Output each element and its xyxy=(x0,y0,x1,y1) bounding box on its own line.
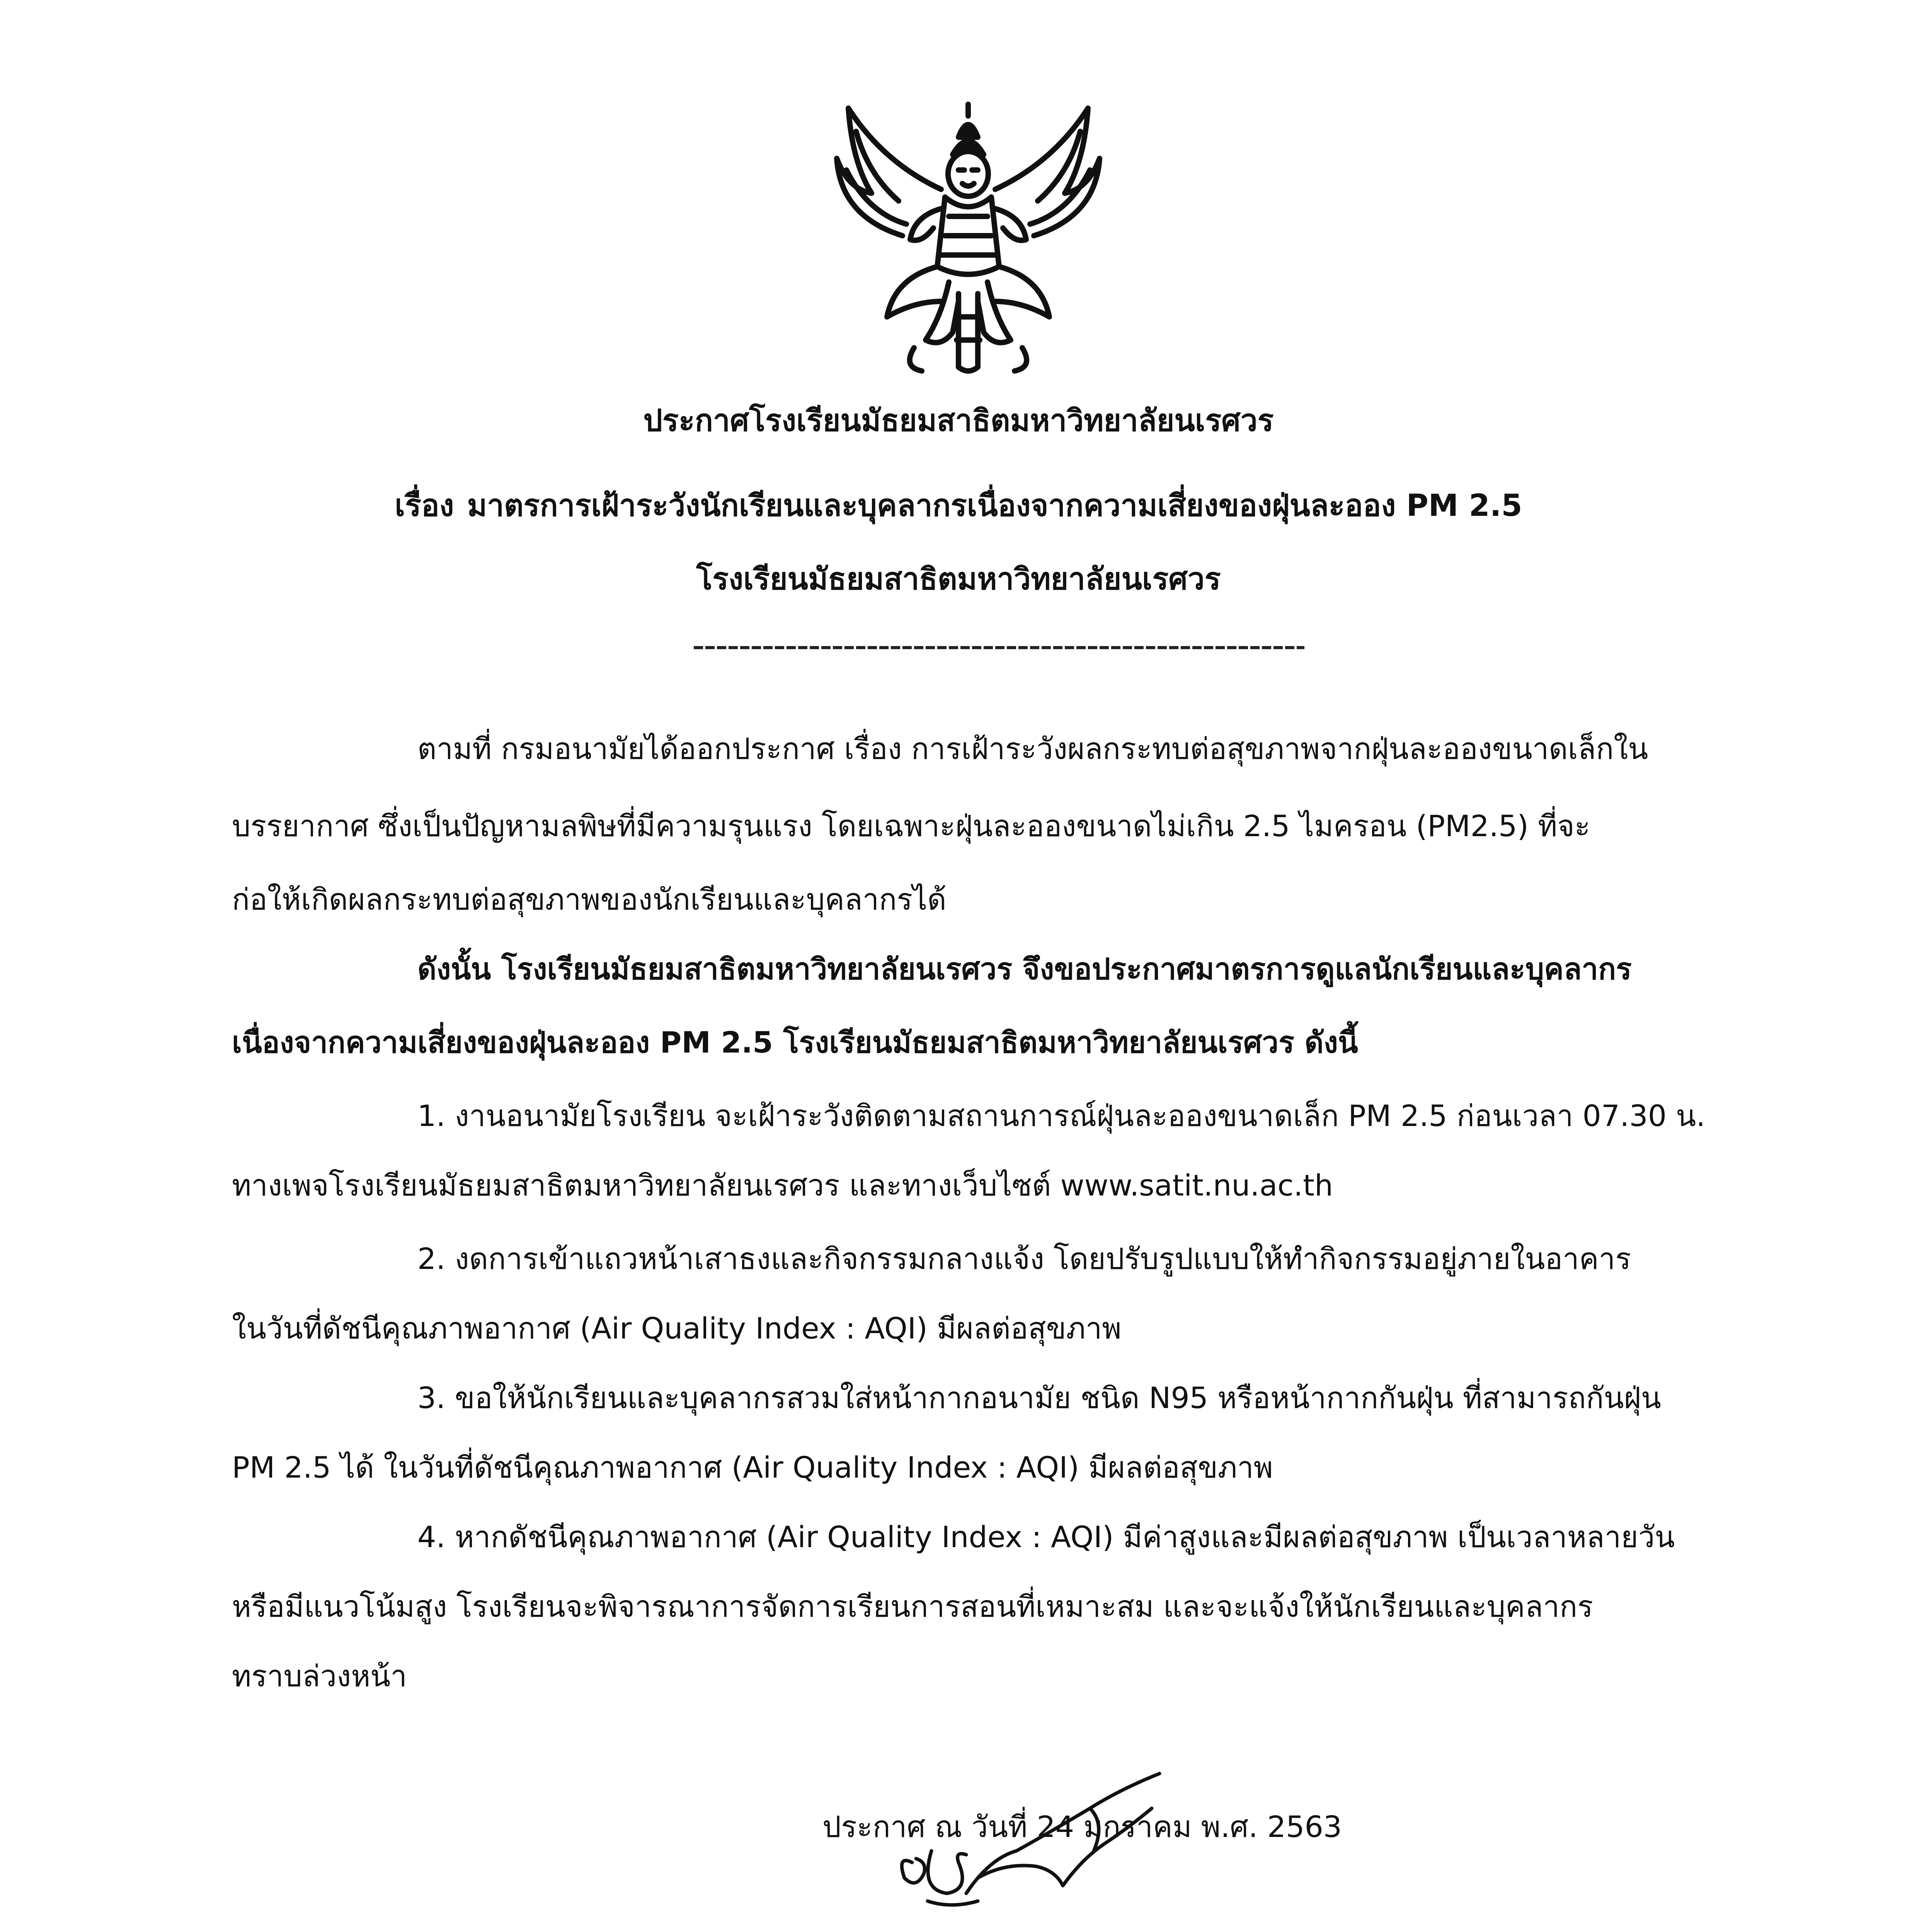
header-separator xyxy=(694,646,1304,649)
measure-1-line: ทางเพจโรงเรียนมัธยมสาธิตมหาวิทยาลัยนเรศวร และทางเว็บไซต์ www.satit.nu.ac.th xyxy=(232,1168,1333,1202)
measure-2-line: ในวันที่ดัชนีคุณภาพอากาศ (Air Quality Index : AQI) มีผลต่อสุขภาพ xyxy=(232,1311,1122,1345)
garuda-emblem-icon xyxy=(825,100,1111,379)
measure-4-line: ทราบล่วงหน้า xyxy=(232,1659,407,1693)
decision-line: ดังนั้น โรงเรียนมัธยมสาธิตมหาวิทยาลัยนเรศวร จึงขอประกาศมาตรการดูแลนักเรียนและบุคลากร xyxy=(417,952,1632,986)
subject-label: เรื่อง xyxy=(395,488,454,523)
measure-2-line: 2. งดการเข้าแถวหน้าเสาธงและกิจกรรมกลางแจ้ง โดยปรับรูปแบบให้ทำกิจกรรมอยู่ภายในอาคาร xyxy=(417,1242,1631,1276)
announcement-subject xyxy=(0,488,1917,523)
announcement-title: ประกาศโรงเรียนมัธยมสาธิตมหาวิทยาลัยนเรศวร xyxy=(643,403,1274,438)
measure-3-line: PM 2.5 ได้ ในวันที่ดัชนีคุณภาพอากาศ (Air Quality Index : AQI) มีผลต่อสุขภาพ xyxy=(232,1450,1273,1485)
announcement-date: ประกาศ ณ วันที่ 24 มกราคม พ.ศ. 2563 xyxy=(822,1810,1342,1844)
measure-4-line: หรือมีแนวโน้มสูง โรงเรียนจะพิจารณาการจัดการเรียนการสอนที่เหมาะสม และจะแจ้งให้นักเรียนและบุคลากร xyxy=(232,1589,1593,1624)
intro-line: บรรยากาศ ซึ่งเป็นปัญหามลพิษที่มีความรุนแรง โดยเฉพาะฝุ่นละอองขนาดไม่เกิน 2.5 ไมครอน (PM2.5) ที่จะ xyxy=(232,809,1590,843)
measure-3-line: 3. ขอให้นักเรียนและบุคลากรสวมใส่หน้ากากอนามัย ชนิด N95 หรือหน้ากากกันฝุ่น ที่สามารถกันฝุ่น xyxy=(417,1381,1662,1415)
announcement-organization: โรงเรียนมัธยมสาธิตมหาวิทยาลัยนเรศวร xyxy=(696,562,1221,597)
subject-text: มาตรการเฝ้าระวังนักเรียนและบุคลากรเนื่องจากความเสี่ยงของฝุ่นละออง PM 2.5 xyxy=(467,488,1522,523)
measure-4-line: 4. หากดัชนีคุณภาพอากาศ (Air Quality Index : AQI) มีค่าสูงและมีผลต่อสุขภาพ เป็นเวลาหลายวัน xyxy=(417,1520,1675,1554)
decision-line: เนื่องจากความเสี่ยงของฝุ่นละออง PM 2.5 โรงเรียนมัธยมสาธิตมหาวิทยาลัยนเรศวร ดังนี้ xyxy=(232,1025,1358,1060)
intro-line: ก่อให้เกิดผลกระทบต่อสุขภาพของนักเรียนและบุคลากรได้ xyxy=(232,882,947,917)
handwritten-signature xyxy=(889,1762,1175,1924)
measure-1-line: 1. งานอนามัยโรงเรียน จะเฝ้าระวังติดตามสถานการณ์ฝุ่นละอองขนาดเล็ก PM 2.5 ก่อนเวลา 07.30 น. xyxy=(417,1099,1706,1133)
intro-line: ตามที่ กรมอนามัยได้ออกประกาศ เรื่อง การเฝ้าระวังผลกระทบต่อสุขภาพจากฝุ่นละอองขนาดเล็กใน xyxy=(417,731,1648,766)
